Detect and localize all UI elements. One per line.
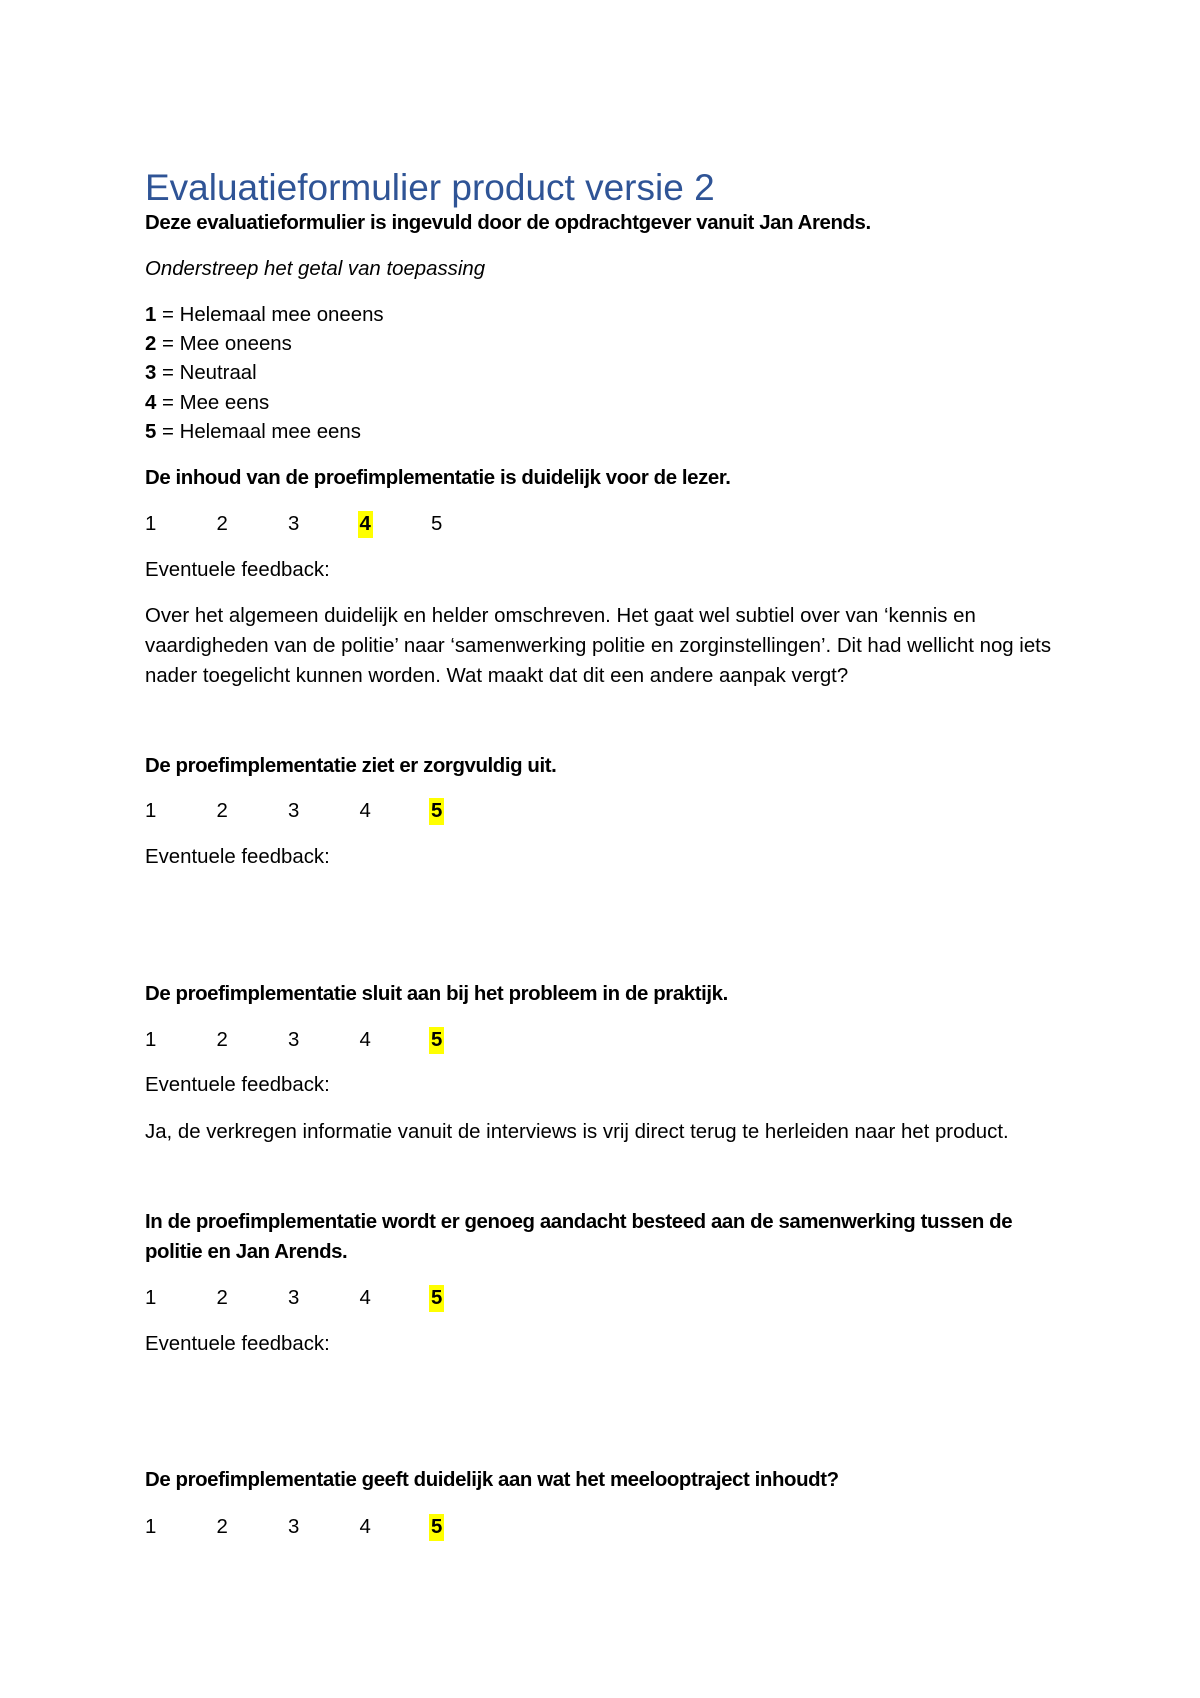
rating-scale [145,1514,465,1541]
rating-option-3: 3 [288,800,300,823]
rating-option-1: 1 [145,513,157,536]
question-statement: In de proefimplementatie wordt er genoeg aandacht besteed aan de samenwerking tussen de politie en Jan Arends. [145,1211,1013,1263]
rating-option-4: 4 [359,1286,371,1309]
feedback-text: Ja, de verkregen informatie vanuit de interviews is vrij direct terug te herleiden naar het product. [145,1120,1009,1143]
scale-legend-item [145,418,384,447]
rating-option-1: 1 [145,800,157,823]
rating-scale [145,1027,465,1054]
instruction-text: Onderstreep het getal van toepassing [145,258,486,280]
rating-option-5: 5 [429,1285,444,1312]
rating-option-1: 1 [145,1516,157,1538]
rating-scale [145,511,465,538]
scale-legend-value: 2 [145,333,157,356]
scale-legend-label: = Helemaal mee eens [162,420,361,443]
feedback-label: Eventuele feedback: [145,559,330,582]
rating-scale [145,1285,465,1312]
document-title: Evaluatieformulier product versie 2 [145,167,715,208]
scale-legend-item [145,359,384,388]
rating-option-5: 5 [431,513,443,536]
rating-option-1: 1 [145,1029,157,1052]
scale-legend-value: 5 [145,420,157,443]
rating-option-3: 3 [288,1286,300,1309]
rating-option-5: 5 [429,798,444,825]
feedback-label: Eventuele feedback: [145,846,330,869]
feedback-text: Over het algemeen duidelijk en helder omschreven. Het gaat wel subtiel over van ‘kennis en vaardigheden van de politie’ naar ‘samenwerking politie en zorginstellingen’. Dit had wellicht nog iets nader toegelicht kunnen worden. Wat maakt dat dit een andere aanpak vergt? [145,604,1052,687]
rating-option-3: 3 [288,1516,300,1538]
question-statement: De proefimplementatie geeft duidelijk aan wat het meelooptraject inhoudt? [145,1469,839,1492]
scale-legend-label: = Helemaal mee oneens [162,304,384,326]
rating-option-2: 2 [216,513,228,536]
scale-legend-label: = Neutraal [162,362,257,385]
rating-option-1: 1 [145,1286,157,1309]
rating-option-4: 4 [358,511,373,538]
intro-text: Deze evaluatieformulier is ingevuld door de opdrachtgever vanuit Jan Arends. [145,212,871,234]
scale-legend-item [145,330,384,359]
scale-legend-value: 3 [145,362,157,385]
rating-option-2: 2 [216,800,228,823]
feedback-label: Eventuele feedback: [145,1332,330,1355]
question-statement: De inhoud van de proefimplementatie is duidelijk voor de lezer. [145,466,731,489]
scale-legend-label: = Mee eens [162,391,270,414]
scale-legend [145,301,384,447]
scale-legend-item [145,301,384,330]
rating-option-4: 4 [359,1516,371,1538]
question-statement: De proefimplementatie ziet er zorgvuldig uit. [145,754,557,777]
rating-option-2: 2 [216,1516,228,1538]
rating-option-3: 3 [288,513,300,536]
scale-legend-value: 4 [145,391,157,414]
rating-option-2: 2 [216,1286,228,1309]
rating-option-2: 2 [216,1029,228,1052]
scale-legend-value: 1 [145,304,157,326]
rating-option-4: 4 [359,1029,371,1052]
question-statement: De proefimplementatie sluit aan bij het probleem in de praktijk. [145,982,728,1005]
rating-option-3: 3 [288,1029,300,1052]
scale-legend-label: = Mee oneens [162,333,292,356]
feedback-label: Eventuele feedback: [145,1074,330,1097]
rating-option-4: 4 [359,800,371,823]
rating-option-5: 5 [429,1027,444,1054]
rating-option-5: 5 [429,1514,444,1541]
rating-scale [145,798,465,825]
scale-legend-item [145,389,384,418]
